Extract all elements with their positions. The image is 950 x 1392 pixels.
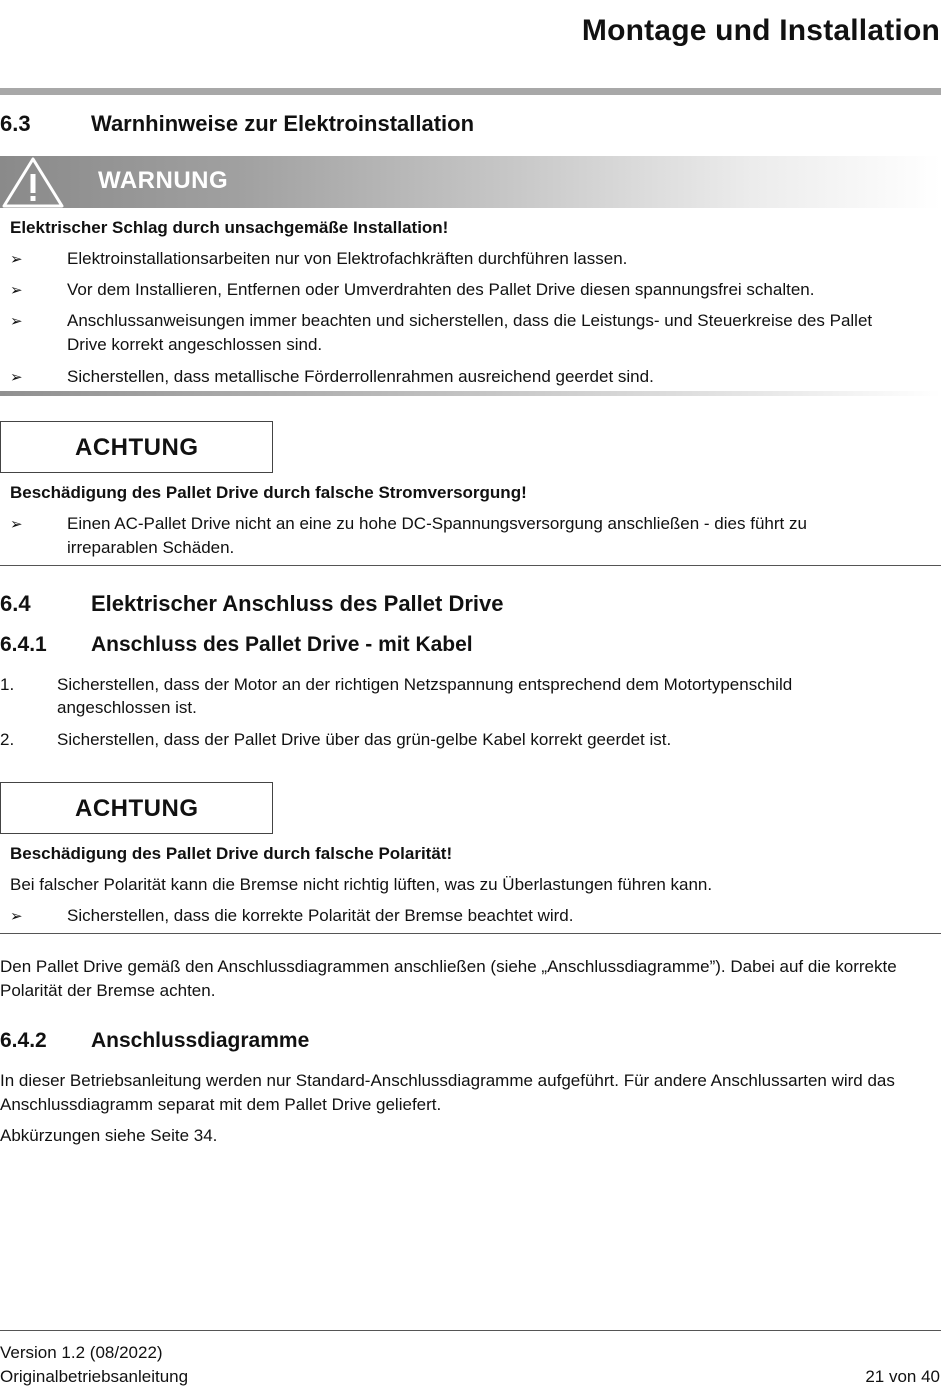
footer-rule (0, 1330, 941, 1331)
caution-label: ACHTUNG (75, 795, 199, 822)
bullet-icon: ➢ (10, 516, 23, 533)
caution-headline: Beschädigung des Pallet Drive durch falsche Stromversorgung! (10, 483, 527, 502)
step-text: Sicherstellen, dass der Motor an der richtigen Netzspannung entsprechend dem Motortypenschild (57, 675, 793, 694)
section-title: Anschlussdiagramme (91, 1029, 310, 1052)
caution-item: Sicherstellen, dass die korrekte Polarität der Bremse beachtet wird. (67, 906, 574, 925)
bullet-icon: ➢ (10, 313, 23, 330)
body-paragraph-continued: Anschlussdiagramm separat mit dem Pallet Drive geliefert. (0, 1095, 442, 1114)
bullet-icon: ➢ (10, 251, 23, 268)
section-title: Elektrischer Anschluss des Pallet Drive (91, 591, 504, 616)
step-number: 2. (0, 730, 15, 749)
caution-item: Einen AC-Pallet Drive nicht an eine zu hohe DC-Spannungsversorgung anschließen - dies führt zu (67, 514, 807, 533)
section-heading-6-4-2 (0, 1029, 309, 1053)
section-heading-6-3 (0, 111, 474, 137)
caution-label: ACHTUNG (75, 434, 199, 461)
body-paragraph: Den Pallet Drive gemäß den Anschlussdiagrammen anschließen (siehe „Anschlussdiagramme”). Dabei auf die korrekte (0, 957, 897, 976)
abbreviation-reference: Abkürzungen siehe Seite 34. (0, 1126, 218, 1145)
warning-item: Vor dem Installieren, Entfernen oder Umverdrahten des Pallet Drive diesen spannungsfrei schalten. (67, 280, 815, 299)
section-title: Warnhinweise zur Elektroinstallation (91, 111, 475, 136)
warning-triangle-icon (2, 156, 68, 208)
section-title: Anschluss des Pallet Drive - mit Kabel (91, 633, 473, 656)
section-heading-6-4-1 (0, 633, 473, 657)
step-text: Sicherstellen, dass der Pallet Drive über das grün-gelbe Kabel korrekt geerdet ist. (57, 730, 672, 749)
warning-end-rule (0, 391, 941, 396)
caution-headline: Beschädigung des Pallet Drive durch falsche Polarität! (10, 844, 453, 863)
section-number: 6.4 (0, 591, 31, 616)
step-number: 1. (0, 675, 15, 694)
warning-item: Elektroinstallationsarbeiten nur von Elektrofachkräften durchführen lassen. (67, 249, 628, 268)
step-text-continued: angeschlossen ist. (57, 698, 197, 717)
section-number: 6.4.2 (0, 1029, 47, 1052)
running-header-title: Montage und Installation (581, 14, 940, 47)
section-number: 6.4.1 (0, 633, 47, 656)
warning-label: WARNUNG (98, 167, 229, 194)
caution-text: Bei falscher Polarität kann die Bremse nicht richtig lüften, was zu Überlastungen führen kann. (10, 875, 713, 894)
bullet-icon: ➢ (10, 282, 23, 299)
warning-item: Anschlussanweisungen immer beachten und sicherstellen, dass die Leistungs- und Steuerkreise des Pallet (67, 311, 873, 330)
section-heading-6-4 (0, 591, 504, 617)
warning-item-continued: Drive korrekt angeschlossen sind. (67, 335, 323, 354)
caution-item-continued: irreparablen Schäden. (67, 538, 235, 557)
bullet-icon: ➢ (10, 369, 23, 386)
body-paragraph: In dieser Betriebsanleitung werden nur Standard-Anschlussdiagramme aufgeführt. Für andere Anschlussarten wird das (0, 1071, 895, 1090)
bullet-icon: ➢ (10, 908, 23, 925)
page-number: 21 von 40 (865, 1367, 940, 1386)
section-number: 6.3 (0, 111, 31, 136)
warning-headline: Elektrischer Schlag durch unsachgemäße Installation! (10, 218, 449, 237)
caution-end-rule (0, 565, 941, 566)
footer-doc-type: Originalbetriebsanleitung (0, 1367, 189, 1386)
warning-item: Sicherstellen, dass metallische Förderrollenrahmen ausreichend geerdet sind. (67, 367, 654, 386)
header-bar (0, 88, 941, 95)
caution-end-rule (0, 933, 941, 934)
body-paragraph-continued: Polarität der Bremse achten. (0, 981, 216, 1000)
footer-version: Version 1.2 (08/2022) (0, 1343, 163, 1362)
